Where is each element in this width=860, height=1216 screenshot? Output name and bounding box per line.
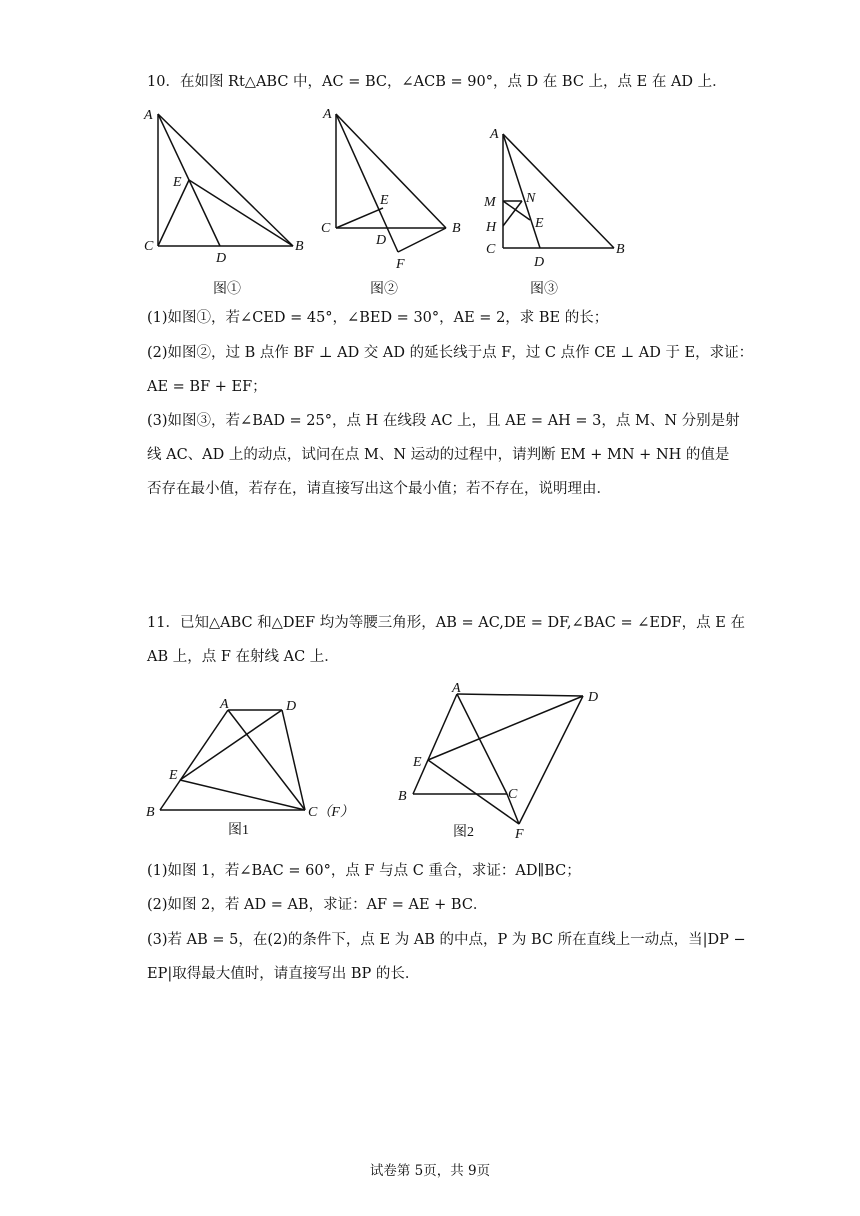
q10-part1: (1)如图①，若∠CED = 45°，∠BED = 30°，AE = 2，求 BE 的长； xyxy=(147,310,609,326)
label-D: D xyxy=(534,255,545,270)
q10-figure-3 xyxy=(478,120,638,300)
label-D: D xyxy=(588,690,599,705)
label-C: C xyxy=(508,787,518,802)
q11-stem-line2: AB 上，点 F 在射线 AC 上． xyxy=(147,649,339,665)
label-A: A xyxy=(490,127,499,142)
label-B: B xyxy=(146,805,155,820)
fig2-caption: 图2 xyxy=(453,825,474,840)
label-E: E xyxy=(173,175,182,190)
fig1-caption: 图① xyxy=(213,282,241,297)
q11-stem-line1: 11．已知△ABC 和△DEF 均为等腰三角形，AB = AC,DE = DF,∠BAC = ∠EDF，点 E 在 xyxy=(147,615,745,631)
q11-part1: (1)如图 1，若∠BAC = 60°，点 F 与点 C 重合，求证：AD∥BC； xyxy=(147,863,581,879)
label-C: C xyxy=(321,221,331,236)
label-A: A xyxy=(452,681,461,696)
label-D: D xyxy=(286,699,297,714)
label-B: B xyxy=(616,242,625,257)
q10-figure-1 xyxy=(140,100,310,300)
fig1-caption: 图1 xyxy=(228,823,249,838)
q10-part2-line2: AE = BF + EF； xyxy=(147,379,267,395)
q10-part2-line1: (2)如图②，过 B 点作 BF ⊥ AD 交 AD 的延长线于点 F，过 C 点作 CE ⊥ AD 于 E，求证： xyxy=(147,345,754,361)
q10-part3-line2: 线 AC、AD 上的动点，试问在点 M、N 运动的过程中，请判断 EM + MN + NH 的值是 xyxy=(147,447,730,463)
q10-part3-line1: (3)如图③，若∠BAD = 25°，点 H 在线段 AC 上，且 AE = AH = 3，点 M、N 分别是射 xyxy=(147,413,740,429)
label-E: E xyxy=(413,755,422,770)
label-A: A xyxy=(323,107,332,122)
label-D: D xyxy=(376,233,387,248)
label-B: B xyxy=(295,239,304,254)
label-B: B xyxy=(398,789,407,804)
label-A: A xyxy=(220,697,229,712)
q10-figure-2 xyxy=(318,100,468,300)
label-M: M xyxy=(484,195,496,210)
label-C: C xyxy=(486,242,496,257)
q10-part3-line3: 否存在最小值，若存在，请直接写出这个最小值；若不存在，说明理由． xyxy=(147,481,611,497)
label-C-F: C（F） xyxy=(308,805,354,820)
label-N: N xyxy=(526,191,536,206)
q11-part2: (2)如图 2，若 AD = AB，求证：AF = AE + BC． xyxy=(147,897,488,913)
label-E: E xyxy=(169,768,178,783)
label-E: E xyxy=(380,193,389,208)
q11-part3-line2: EP|取得最大值时，请直接写出 BP 的长． xyxy=(147,966,420,982)
fig3-caption: 图③ xyxy=(530,282,558,297)
q11-figure-2 xyxy=(395,680,605,845)
label-F: F xyxy=(396,257,405,272)
q11-part3-line1: (3)若 AB = 5，在(2)的条件下，点 E 为 AB 的中点，P 为 BC 所在直线上一动点，当|DP − xyxy=(147,932,746,948)
fig2-caption: 图② xyxy=(370,282,398,297)
label-B: B xyxy=(452,221,461,236)
label-D: D xyxy=(216,251,227,266)
label-A: A xyxy=(144,108,153,123)
q11-figure-1 xyxy=(140,690,360,840)
page-footer: 试卷第 5页，共 9页 xyxy=(369,1163,491,1179)
q10-stem: 10．在如图 Rt△ABC 中，AC = BC，∠ACB = 90°，点 D 在 BC 上，点 E 在 AD 上． xyxy=(147,74,727,90)
label-F: F xyxy=(515,827,524,842)
label-C: C xyxy=(144,239,154,254)
label-H: H xyxy=(486,220,497,235)
label-E: E xyxy=(535,216,544,231)
